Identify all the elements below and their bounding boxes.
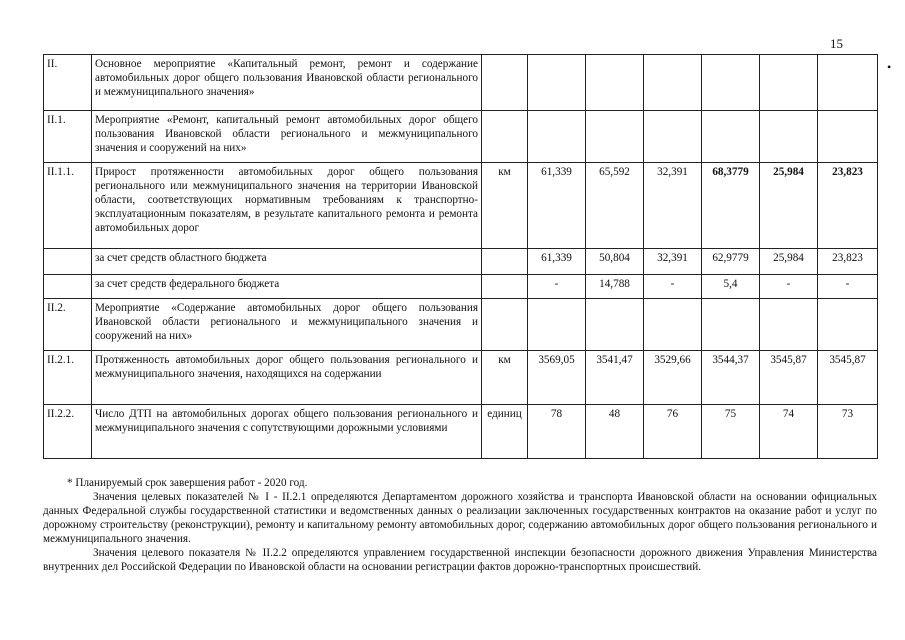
row-code: [44, 249, 92, 275]
table-row: [44, 163, 878, 249]
value-cell: 78: [528, 405, 586, 459]
value-cell: 48: [586, 405, 644, 459]
row-unit: км: [482, 351, 528, 405]
note-paragraph-1: Значения целевых показателей № I - II.2.1 определяются Департаментом дорожного хозяйства и транспорта Ивановской области на основании официальных данных Федеральной службы государственной статистики и ведомственных данных о реализации заключенных государственных контрактов на оказание работ и услуг по дорожному строительству (реконструкции), ремонту и капитальному ремонту автомобильных дорог, содержанию автомобильных дорог общего пользования регионального и межмуниципального значения.: [43, 491, 877, 545]
side-mark: •: [887, 60, 892, 74]
value-cell: [644, 111, 702, 163]
row-code: II.: [44, 55, 92, 111]
value-cell: 23,823: [818, 249, 878, 275]
table-row: [44, 55, 878, 111]
value-cell: 62,9779: [702, 249, 760, 275]
value-cell: 3569,05: [528, 351, 586, 405]
row-name: Мероприятие «Содержание автомобильных дорог общего пользования Ивановской области регионального и межмуниципального значения и сооружений на них»: [92, 299, 482, 351]
value-cell: 3545,87: [760, 351, 818, 405]
value-cell: 32,391: [644, 249, 702, 275]
value-cell: [702, 299, 760, 351]
value-cell: 61,339: [528, 249, 586, 275]
value-cell: [818, 55, 878, 111]
row-unit: единиц: [482, 405, 528, 459]
value-cell: 3541,47: [586, 351, 644, 405]
table-row: [44, 351, 878, 405]
value-cell: 32,391: [644, 163, 702, 249]
row-unit: [482, 55, 528, 111]
row-unit: км: [482, 163, 528, 249]
value-cell: [818, 299, 878, 351]
value-cell: -: [644, 275, 702, 299]
value-cell: 61,339: [528, 163, 586, 249]
value-cell: [644, 55, 702, 111]
row-code: II.1.: [44, 111, 92, 163]
row-code: II.1.1.: [44, 163, 92, 249]
value-cell: [818, 111, 878, 163]
value-cell: [702, 55, 760, 111]
table-row: [44, 111, 878, 163]
value-cell: [760, 299, 818, 351]
value-cell: 23,823: [818, 163, 878, 249]
row-name: за счет средств федерального бюджета: [92, 275, 482, 299]
row-unit: [482, 111, 528, 163]
page-number: 15: [830, 36, 843, 51]
value-cell: 74: [760, 405, 818, 459]
value-cell: -: [528, 275, 586, 299]
value-cell: 5,4: [702, 275, 760, 299]
row-name: за счет средств областного бюджета: [92, 249, 482, 275]
row-name: Основное мероприятие «Капитальный ремонт, ремонт и содержание автомобильных дорог общего пользования Ивановской области регионального и межмуниципального значения»: [92, 55, 482, 111]
value-cell: [760, 111, 818, 163]
value-cell: [528, 111, 586, 163]
value-cell: 25,984: [760, 163, 818, 249]
row-unit: [482, 299, 528, 351]
value-cell: [644, 299, 702, 351]
indicators-table: [43, 54, 878, 459]
table-row: [44, 405, 878, 459]
value-cell: [586, 299, 644, 351]
row-code: II.2.1.: [44, 351, 92, 405]
value-cell: [702, 111, 760, 163]
row-unit: [482, 275, 528, 299]
value-cell: [528, 299, 586, 351]
row-code: II.2.: [44, 299, 92, 351]
value-cell: 73: [818, 405, 878, 459]
value-cell: 14,788: [586, 275, 644, 299]
row-name: Число ДТП на автомобильных дорогах общего пользования регионального и межмуниципального значения с сопутствующими дорожными условиями: [92, 405, 482, 459]
value-cell: 3544,37: [702, 351, 760, 405]
value-cell: -: [760, 275, 818, 299]
row-name: Мероприятие «Ремонт, капитальный ремонт автомобильных дорог общего пользования Ивановской области регионального и межмуниципального значения и сооружений на них»: [92, 111, 482, 163]
table-row: [44, 299, 878, 351]
value-cell: [586, 55, 644, 111]
value-cell: [528, 55, 586, 111]
row-code: [44, 275, 92, 299]
table-row: [44, 275, 878, 299]
value-cell: [586, 111, 644, 163]
footnote: * Планируемый срок завершения работ - 2020 год.: [67, 477, 308, 489]
value-cell: 25,984: [760, 249, 818, 275]
notes-section: [43, 476, 877, 574]
row-code: II.2.2.: [44, 405, 92, 459]
row-name: Прирост протяженности автомобильных дорог общего пользования регионального или межмуниципального значения на территории Ивановской области, соответствующих нормативным требованиям к транспортно-эксплуатационным показателям, в результате капитального ремонта и ремонта автомобильных дорог: [92, 163, 482, 249]
value-cell: -: [818, 275, 878, 299]
value-cell: 50,804: [586, 249, 644, 275]
value-cell: 68,3779: [702, 163, 760, 249]
value-cell: 75: [702, 405, 760, 459]
value-cell: [760, 55, 818, 111]
value-cell: 76: [644, 405, 702, 459]
value-cell: 3545,87: [818, 351, 878, 405]
note-paragraph-2: Значения целевого показателя № II.2.2 определяются управлением государственной инспекции безопасности дорожного движения Управления Министерства внутренних дел Российской Федерации по Ивановской области на основании регистрации фактов дорожно-транспортных происшествий.: [43, 547, 877, 573]
row-unit: [482, 249, 528, 275]
value-cell: 3529,66: [644, 351, 702, 405]
value-cell: 65,592: [586, 163, 644, 249]
row-name: Протяженность автомобильных дорог общего пользования регионального и межмуниципального значения, находящихся на содержании: [92, 351, 482, 405]
table-row: [44, 249, 878, 275]
